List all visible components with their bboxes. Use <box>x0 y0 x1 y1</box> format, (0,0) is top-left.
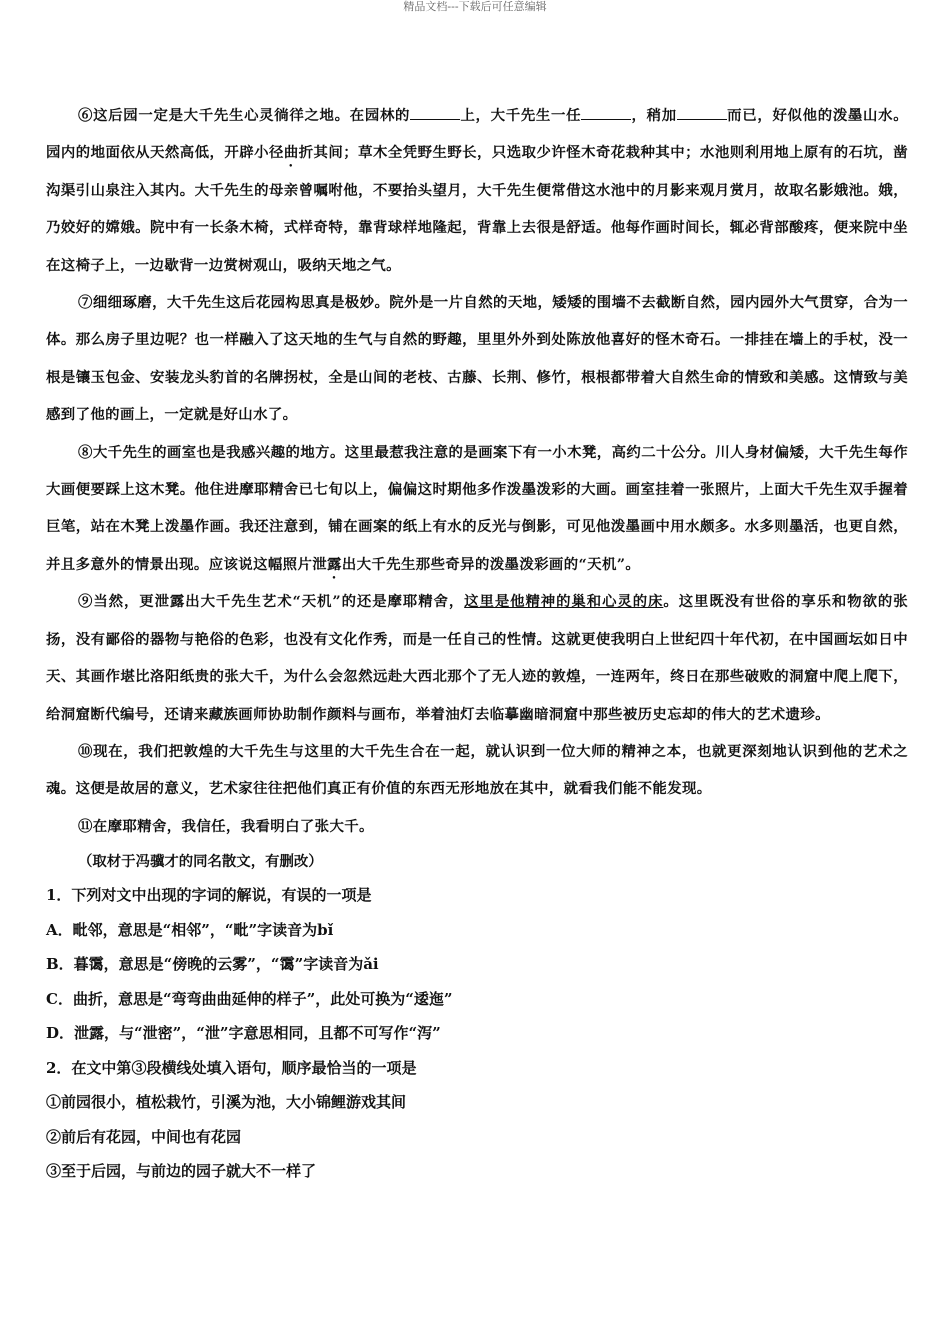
p6-text-d: 而已，好似他的泼墨山水。园内的地面依从天然高低，开辟小径 <box>46 107 909 162</box>
dotted-char-lu: 露 <box>327 555 342 573</box>
sentence-item-1: ①前园很小，植松栽竹，引溪为池，大小锦鲤游戏其间 <box>46 1093 407 1112</box>
p9-text-a: ⑨当然，更泄露出大千先生艺术“天机”的还是摩耶精舍， <box>78 593 465 611</box>
p6-text-a: ⑥这后园一定是大千先生心灵徜徉之地。在园林的 <box>78 107 411 124</box>
p6-text-b: 上，大千先生一任 <box>460 107 582 124</box>
fill-blank-1[interactable] <box>410 105 460 120</box>
question-1 <box>46 878 908 1051</box>
paragraph-7: ⑦细细琢磨，大千先生这后花园构思真是极妙。院外是一片自然的天地，矮矮的围墙不去截断自然，园内园外大气贯穿，合为一体。那么房子里边呢？也一样融入了这天地的生气与自然的野趣，里里外外到处陈放他喜好的怪木奇石。一排挂在墙上的手杖，没一根是镶玉包金、安装龙头豹首的名牌拐杖，全是山间的老枝、古藤、长荆、修竹，根根都带着大自然生命的情致和美感。这情致与美感到了他的画上，一定就是好山水了。 <box>46 294 908 424</box>
option-c[interactable]: C．曲折，意思是“弯弯曲曲延伸的样子”，此处可换为“逶迤” <box>46 989 453 1008</box>
fill-blank-3[interactable] <box>677 105 727 120</box>
source-note: （取材于冯骥才的同名散文，有删改） <box>78 853 323 871</box>
paragraph-8 <box>46 434 908 584</box>
underlined-sentence: 这里是他精神的巢和心灵的床 <box>464 593 664 611</box>
paragraph-6 <box>46 97 908 284</box>
option-b[interactable]: B．暮霭，意思是“傍晚的云雾”，“霭”字读音为ǎi <box>46 955 379 974</box>
sentence-item-3: ③至于后园，与前边的园子就大不一样了 <box>46 1162 317 1181</box>
dotted-char-qu: 曲 <box>283 144 299 162</box>
question-2 <box>46 1051 908 1189</box>
question-1-stem: 1．下列对文中出现的字词的解说，有误的一项是 <box>46 886 372 905</box>
p8-text-a: ⑧大千先生的画室也是我感兴趣的地方。这里最惹我注意的是画案下有一小木凳，高约二十公分。川人身材偏矮，大千先生每作大画便要踩上这木凳。他住进摩耶精舍已七旬以上，偏偏这时期他多作泼墨泼彩的大画。画室挂着一张照片，上面大千先生双手握着巨笔，站在木凳上泼墨作画。我还注意到，铺在画案的纸上有水的反光与倒影，可见他泼墨画中用水颇多。水多则墨活，也更自然，并且多意外的情景出现。应该说这幅照片泄 <box>46 443 908 573</box>
paragraph-10: ⑩现在，我们把敦煌的大千先生与这里的大千先生合在一起，就认识到一位大师的精神之本，也就更深刻地认识到他的艺术之魂。这便是故居的意义，艺术家往往把他们真正有价值的东西无形地放在其中，就看我们能不能发现。 <box>46 742 908 798</box>
page-header: 精品文档---下载后可任意编辑 <box>403 0 547 13</box>
fill-blank-2[interactable] <box>581 105 631 120</box>
p6-text-c: ，稍加 <box>631 107 677 124</box>
option-a[interactable]: A．毗邻，意思是“相邻”，“毗”字读音为bǐ <box>46 920 334 939</box>
sentence-item-2: ②前后有花园，中间也有花园 <box>46 1127 242 1146</box>
paragraph-11: ⑪在摩耶精舍，我信任，我看明白了张大千。 <box>78 817 374 835</box>
question-2-stem: 2．在文中第③段横线处填入语句，顺序最恰当的一项是 <box>46 1058 417 1077</box>
paragraph-9 <box>46 583 908 733</box>
p6-text-e: 折其间；草木全凭野生野长，只选取少许怪木奇花栽种其中；水池则利用地上原有的石坑，凿沟渠引山泉注入其内。大千先生的母亲曾嘱咐他，不要抬头望月，大千先生便常借这水池中的月影来观月赏月，故取名影娥池。娥，乃姣好的嫦娥。院中有一长条木椅，式样奇特，靠背球样地隆起，背靠上去很是舒适。他每作画时间长，辄必背部酸疼，便来院中坐在这椅子上，一边歇背一边赏树观山，吸纳天地之气。 <box>46 144 909 274</box>
p9-text-b: 。这里既没有世俗的享乐和物欲的张扬，没有鄙俗的器物与艳俗的色彩，也没有文化作秀，而是一任自己的性情。这就更使我明白上世纪四十年代初，在中国画坛如日中天、其画作堪比洛阳纸贵的张大千，为什么会忽然远赴大西北那个了无人迹的敦煌，一连两年，终日在那些破败的洞窟中爬上爬下，给洞窟断代编号，还请来藏族画师协助制作颜料与画布，举着油灯去临摹幽暗洞窟中那些被历史忘却的伟大的艺术遗珍。 <box>46 593 909 723</box>
p8-text-b: 出大千先生那些奇异的泼墨泼彩画的“天机”。 <box>341 555 641 573</box>
option-d[interactable]: D．泄露，与“泄密”，“泄”字意思相同，且都不可写作“泻” <box>46 1024 441 1043</box>
document-body <box>46 97 908 1189</box>
